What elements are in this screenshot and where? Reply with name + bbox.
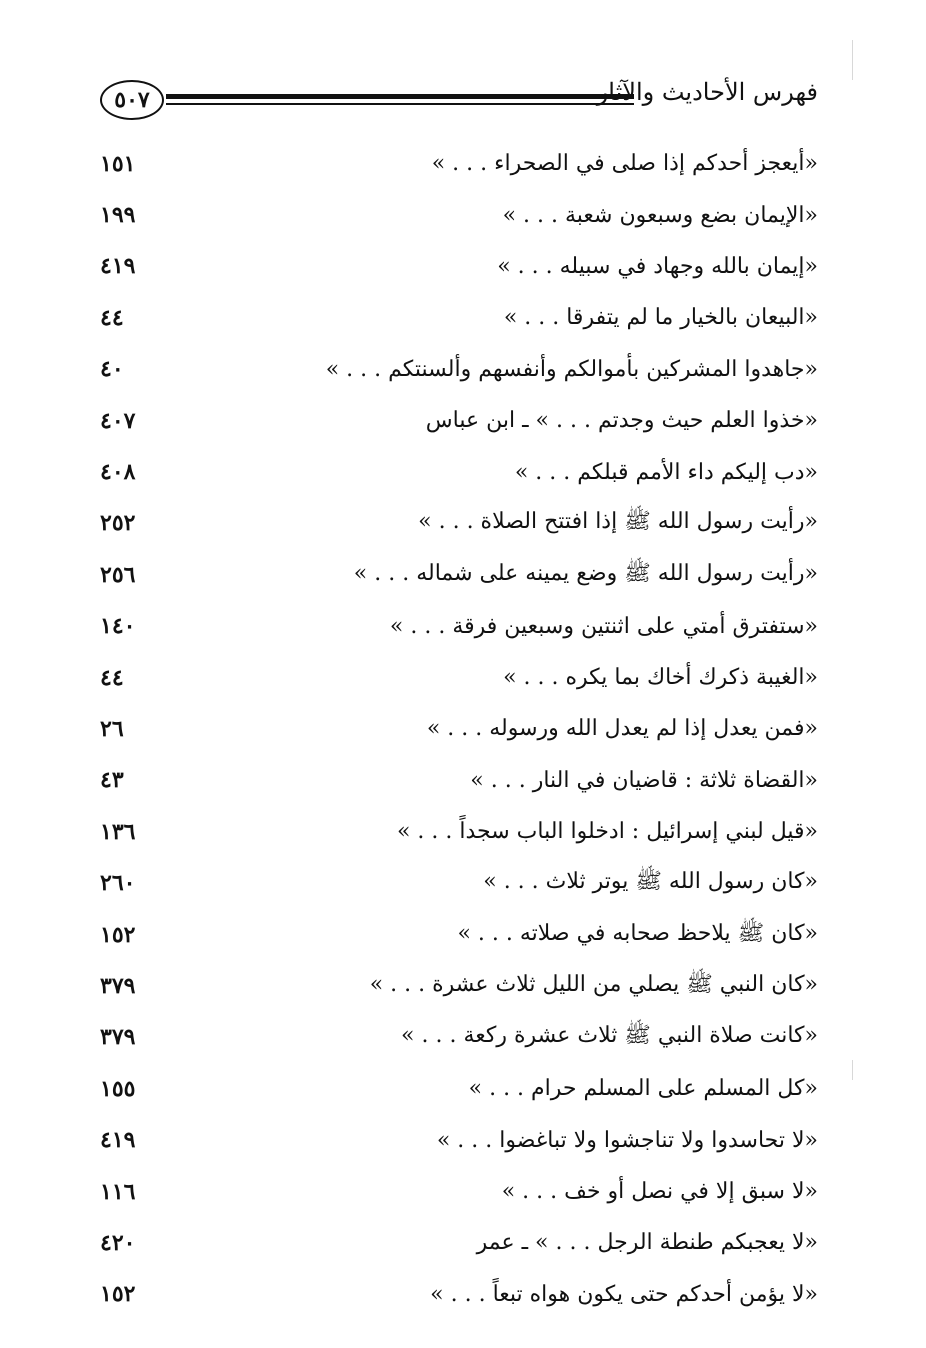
index-row [100, 857, 818, 908]
page-ref: ٢٥٦ [100, 561, 136, 588]
hadith-text: «كان رسول الله ﷺ يوتر ثلاث . . . » [483, 869, 818, 895]
page-ref: ٤١٩ [100, 1127, 136, 1154]
page-number: ٥٠٧ [114, 87, 150, 113]
hadith-text: «القضاة ثلاثة : قاضيان في النار . . . » [470, 767, 818, 793]
index-row [100, 1012, 818, 1063]
hadith-text: «كان النبي ﷺ يصلي من الليل ثلاث عشرة . . . » [369, 971, 818, 997]
page-ref: ١٩٩ [100, 202, 136, 229]
page-ref: ٤١٩ [100, 253, 136, 280]
hadith-index-list [100, 138, 818, 1320]
hadith-text: «ستفترق أمتي على اثنتين وسبعين فرقة . . . » [389, 613, 818, 639]
index-row [100, 1063, 818, 1114]
index-row [100, 755, 818, 806]
page-ref: ٤٠ [100, 356, 124, 383]
index-row [100, 652, 818, 703]
hadith-text: «كان ﷺ يلاحظ صحابه في صلاته . . . » [457, 920, 818, 946]
hadith-text: «جاهدوا المشركين بأموالكم وأنفسهم وألسنتكم . . . » [325, 356, 818, 382]
index-row [100, 395, 818, 446]
index-row [100, 292, 818, 343]
hadith-text: «البيعان بالخيار ما لم يتفرقا . . . » [503, 305, 818, 331]
page-ref: ١٥١ [100, 150, 136, 177]
hadith-text: «لا سبق إلا في نصل أو خف . . . » [501, 1179, 818, 1204]
hadith-text: «فمن يعدل إذا لم يعدل الله ورسوله . . . » [426, 716, 818, 742]
index-row [100, 703, 818, 754]
hadith-text: «الإيمان بضع وسبعون شعبة . . . » [502, 202, 818, 228]
page-ref: ٤٠٧ [100, 407, 136, 434]
hadith-text: «قيل لبني إسرائيل : ادخلوا الباب سجداً . . . » [396, 819, 818, 845]
page-ref: ٢٦ [100, 715, 124, 742]
page-ref: ١٥٥ [100, 1075, 136, 1102]
index-row [100, 446, 818, 497]
index-row [100, 960, 818, 1011]
hadith-text: «إيمان بالله وجهاد في سبيله . . . » [497, 253, 818, 279]
page-ref: ٤٣ [100, 767, 124, 794]
hadith-text: «لا يعجبكم طنطة الرجل . . . » ـ عمر [476, 1230, 818, 1256]
header-title: فهرس الأحاديث والآثار [596, 78, 818, 106]
page-ref: ١٣٦ [100, 818, 136, 845]
header-rule-thin [166, 103, 634, 105]
hadith-text: «رأيت رسول الله ﷺ إذا افتتح الصلاة . . . » [418, 509, 818, 535]
scan-margin-mark [852, 40, 853, 80]
index-row [100, 601, 818, 652]
page-ref: ٤٢٠ [100, 1229, 136, 1256]
index-row [100, 1166, 818, 1217]
index-row [100, 1269, 818, 1320]
page-ref: ٤٤ [100, 304, 124, 331]
page-ref: ٣٧٩ [100, 1024, 136, 1051]
index-row [100, 344, 818, 395]
index-row [100, 241, 818, 292]
index-row [100, 549, 818, 600]
hadith-text: «دب إليكم داء الأمم قبلكم . . . » [514, 459, 818, 485]
hadith-text: «رأيت رسول الله ﷺ وضع يمينه على شماله . . . » [353, 560, 818, 586]
running-header [100, 78, 818, 128]
page-ref: ٤٠٨ [100, 459, 136, 486]
hadith-text: «كل المسلم على المسلم حرام . . . » [468, 1076, 818, 1102]
page-ref: ١٤٠ [100, 613, 136, 640]
page-ref: ٣٧٩ [100, 972, 136, 999]
hadith-text: «خذوا العلم حيث وجدتم . . . » ـ ابن عباس [425, 408, 818, 434]
index-row [100, 1217, 818, 1268]
hadith-text: «الغيبة ذكرك أخاك بما يكره . . . » [503, 665, 818, 691]
page-ref: ١١٦ [100, 1178, 136, 1205]
hadith-text: «لا تحاسدوا ولا تناجشوا ولا تباغضوا . . . » [436, 1127, 818, 1153]
page-ref: ١٥٢ [100, 1281, 136, 1308]
page-ref: ٤٤ [100, 664, 124, 691]
page-number-badge [100, 80, 164, 120]
index-row [100, 189, 818, 240]
page-ref: ٢٥٢ [100, 510, 136, 537]
header-rule [166, 92, 634, 110]
index-row [100, 806, 818, 857]
page-ref: ١٥٢ [100, 921, 136, 948]
index-row [100, 1114, 818, 1165]
hadith-text: «كانت صلاة النبي ﷺ ثلاث عشرة ركعة . . . » [401, 1023, 818, 1049]
hadith-text: «أيعجز أحدكم إذا صلى في الصحراء . . . » [431, 151, 818, 177]
index-row [100, 498, 818, 549]
index-row [100, 909, 818, 960]
page-ref: ٢٦٠ [100, 870, 136, 897]
scan-margin-mark [852, 1060, 853, 1080]
index-row [100, 138, 818, 189]
header-rule-thick [166, 94, 634, 99]
hadith-text: «لا يؤمن أحدكم حتى يكون هواه تبعاً . . . » [430, 1281, 818, 1307]
